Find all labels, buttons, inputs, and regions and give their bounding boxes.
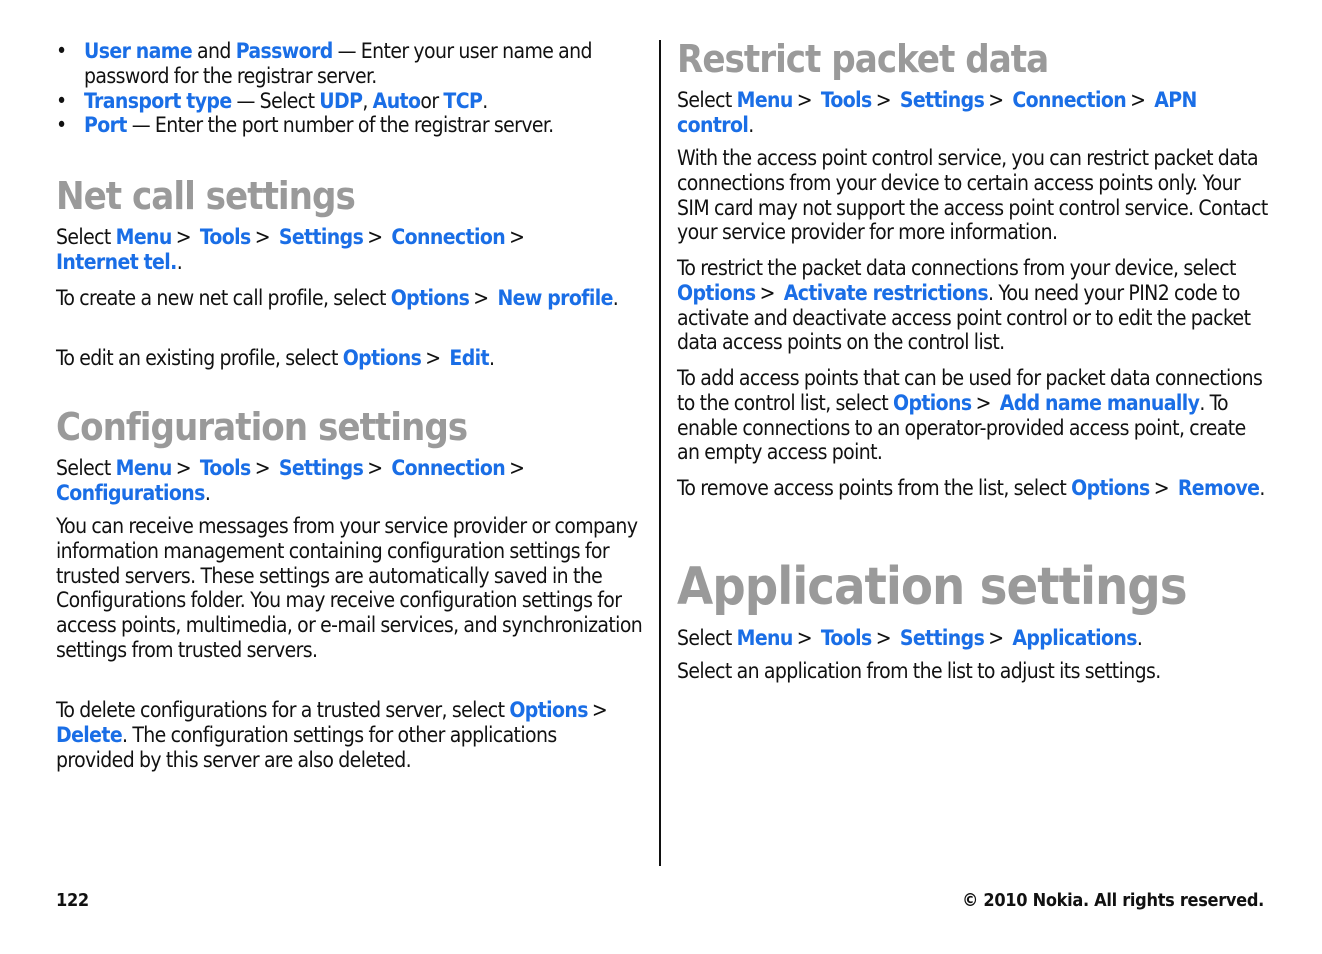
application-path: Select Menu > Tools > Settings > Applications. xyxy=(677,626,1143,650)
remove-link[interactable]: Remove xyxy=(1177,476,1260,500)
options-link[interactable]: Options xyxy=(509,698,588,722)
connection-link[interactable]: Connection xyxy=(391,456,506,480)
add-access-points-paragraph: To add access points that can be used for packet data connections to the control list, select Options > Add name manually. To enable connections to an operator-provided access point, create an empty access point. xyxy=(677,366,1263,465)
bullet: • xyxy=(56,113,67,138)
restrict-packet-data-heading: Restrict packet data xyxy=(677,37,1049,81)
net-call-path: Select Menu > Tools > Settings > Connection > Internet tel.. xyxy=(56,225,525,274)
configuration-body: You can receive messages from your service provider or company information management containing configuration settings for trusted servers. These settings are automatically saved in the Configurations folder. You may receive configuration settings for access points, multimedia, or e-mail services, and synchronization settings from trusted servers. xyxy=(56,514,643,662)
registrar-options-list xyxy=(56,39,648,138)
column-divider xyxy=(659,40,661,866)
new-profile-link[interactable]: New profile xyxy=(497,286,613,310)
menu-link[interactable]: Menu xyxy=(115,456,172,480)
bullet: • xyxy=(56,39,67,63)
connection-link[interactable]: Connection xyxy=(391,225,506,249)
options-link[interactable]: Options xyxy=(342,346,422,370)
options-link[interactable]: Options xyxy=(390,286,470,310)
apn-control-link[interactable]: APN control xyxy=(677,88,1197,137)
application-settings-heading: Application settings xyxy=(677,557,1187,617)
port-link[interactable]: Port xyxy=(84,113,127,138)
options-link[interactable]: Options xyxy=(1071,476,1150,500)
tools-link[interactable]: Tools xyxy=(820,626,872,650)
settings-link[interactable]: Settings xyxy=(899,626,985,650)
transport-type-link[interactable]: Transport type xyxy=(84,88,232,113)
settings-link[interactable]: Settings xyxy=(899,88,985,112)
options-link[interactable]: Options xyxy=(892,390,972,415)
tools-link[interactable]: Tools xyxy=(199,456,251,480)
internet-tel-link[interactable]: Internet tel. xyxy=(56,249,177,274)
edit-link[interactable]: Edit xyxy=(449,346,489,370)
page-number: 122 xyxy=(56,890,89,911)
tools-link[interactable]: Tools xyxy=(199,225,251,249)
password-link[interactable]: Password xyxy=(235,39,333,63)
list-item: • User name and Password — Enter your user name and password for the registrar server. xyxy=(56,39,592,88)
configuration-settings-heading: Configuration settings xyxy=(56,405,468,449)
options-link[interactable]: Options xyxy=(677,280,756,305)
udp-link[interactable]: UDP xyxy=(319,88,363,113)
new-profile-paragraph: To create a new net call profile, select Options > New profile. xyxy=(56,286,619,310)
user-name-link[interactable]: User name xyxy=(84,39,193,63)
restrict-path: Select Menu > Tools > Settings > Connection > APN control. xyxy=(677,88,1197,137)
application-body: Select an application from the list to adjust its settings. xyxy=(677,659,1161,683)
restrict-body: With the access point control service, you can restrict packet data connections from your device to certain access points only. Your SIM card may not support the access point control service. Contact your service provider for more information. xyxy=(677,146,1268,245)
list-item: • Transport type — Select UDP, Autoor TCP. xyxy=(56,88,488,113)
configurations-link[interactable]: Configurations xyxy=(56,480,205,505)
edit-profile-paragraph: To edit an existing profile, select Options > Edit. xyxy=(56,346,495,370)
menu-link[interactable]: Menu xyxy=(115,225,172,249)
activate-restrictions-paragraph: To restrict the packet data connections from your device, select Options > Activate restrictions. You need your PIN2 code to activate and deactivate access point control or to edit the packet data access points on the control list. xyxy=(677,256,1251,355)
list-item: • Port — Enter the port number of the registrar server. xyxy=(56,113,554,138)
applications-link[interactable]: Applications xyxy=(1012,626,1137,650)
add-name-manually-link[interactable]: Add name manually xyxy=(999,390,1200,415)
configuration-path: Select Menu > Tools > Settings > Connection > Configurations. xyxy=(56,456,525,505)
activate-restrictions-link[interactable]: Activate restrictions xyxy=(783,280,989,305)
menu-link[interactable]: Menu xyxy=(736,626,793,650)
connection-link[interactable]: Connection xyxy=(1012,88,1127,112)
menu-link[interactable]: Menu xyxy=(736,88,793,112)
net-call-settings-heading: Net call settings xyxy=(56,174,355,218)
bullet: • xyxy=(56,88,67,113)
copyright-notice: © 2010 Nokia. All rights reserved. xyxy=(962,890,1264,911)
delete-configurations-paragraph: To delete configurations for a trusted server, select Options > Delete. The configuration settings for other applications provided by this server are also deleted. xyxy=(56,698,608,772)
tcp-link[interactable]: TCP xyxy=(443,88,483,113)
remove-access-points-paragraph: To remove access points from the list, select Options > Remove. xyxy=(677,476,1265,500)
settings-link[interactable]: Settings xyxy=(278,225,364,249)
settings-link[interactable]: Settings xyxy=(278,456,364,480)
auto-link[interactable]: Auto xyxy=(372,88,421,113)
tools-link[interactable]: Tools xyxy=(820,88,872,112)
delete-link[interactable]: Delete xyxy=(56,722,123,747)
